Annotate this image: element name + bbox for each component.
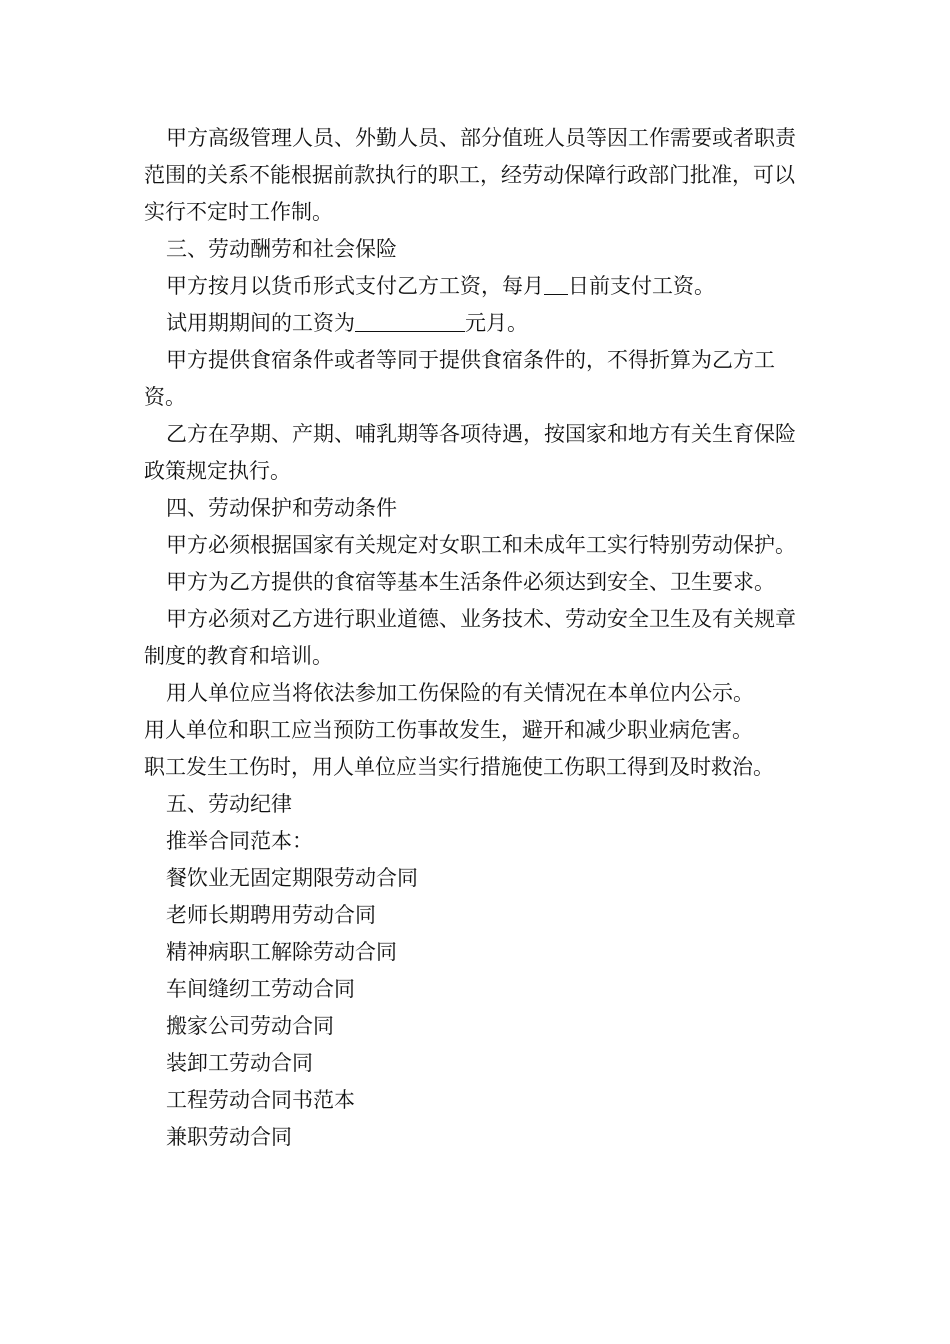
template-link[interactable]: 工程劳动合同书范本 bbox=[166, 1088, 355, 1112]
paragraph-salary-payment bbox=[144, 268, 806, 305]
paragraph-salary-payment-text-b: 日前支付工资。 bbox=[568, 274, 715, 298]
paragraph-probation-salary-text-b: 元月。 bbox=[465, 311, 528, 335]
paragraph-training: 甲方必须对乙方进行职业道德、业务技术、劳动安全卫生及有关规章制度的教育和培训。 bbox=[144, 607, 796, 668]
template-link[interactable]: 精神病职工解除劳动合同 bbox=[166, 940, 397, 964]
paragraph-room-board: 甲方提供食宿条件或者等同于提供食宿条件的，不得折算为乙方工资。 bbox=[144, 348, 775, 409]
section-heading-5: 五、劳动纪律 bbox=[166, 792, 292, 816]
template-link[interactable]: 餐饮业无固定期限劳动合同 bbox=[166, 866, 418, 890]
paragraph-living-conditions: 甲方为乙方提供的食宿等基本生活条件必须达到安全、卫生要求。 bbox=[166, 570, 775, 594]
paragraph-maternity: 乙方在孕期、产期、哺乳期等各项待遇，按国家和地方有关生育保险政策规定执行。 bbox=[144, 422, 796, 483]
paragraph-special-protection: 甲方必须根据国家有关规定对女职工和未成年工实行特别劳动保护。 bbox=[166, 533, 796, 557]
template-link[interactable]: 老师长期聘用劳动合同 bbox=[166, 903, 376, 927]
template-link[interactable]: 车间缝纫工劳动合同 bbox=[166, 977, 355, 1001]
section-heading-4: 四、劳动保护和劳动条件 bbox=[166, 496, 397, 520]
paragraph-probation-salary bbox=[144, 305, 806, 342]
paragraph-injury-treatment: 职工发生工伤时，用人单位应当实行措施使工伤职工得到及时救治。 bbox=[144, 755, 774, 779]
blank-probation-amount bbox=[355, 309, 465, 332]
paragraph-flexible-hours: 甲方高级管理人员、外勤人员、部分值班人员等因工作需要或者职责范围的关系不能根据前款执行的职工，经劳动保障行政部门批准，可以实行不定时工作制。 bbox=[144, 126, 796, 224]
paragraph-salary-payment-text-a: 甲方按月以货币形式支付乙方工资，每月 bbox=[166, 274, 544, 298]
recommended-templates-title: 推举合同范本： bbox=[166, 829, 313, 853]
section-heading-3: 三、劳动酬劳和社会保险 bbox=[166, 237, 397, 261]
template-link[interactable]: 装卸工劳动合同 bbox=[166, 1051, 313, 1075]
paragraph-injury-insurance-notice: 用人单位应当将依法参加工伤保险的有关情况在本单位内公示。 bbox=[166, 681, 754, 705]
document-page bbox=[144, 120, 806, 1156]
template-link[interactable]: 兼职劳动合同 bbox=[166, 1125, 292, 1149]
paragraph-probation-salary-text-a: 试用期期间的工资为 bbox=[166, 311, 355, 335]
blank-pay-day bbox=[544, 272, 568, 295]
paragraph-injury-prevention: 用人单位和职工应当预防工伤事故发生，避开和减少职业病危害。 bbox=[144, 718, 753, 742]
template-link[interactable]: 搬家公司劳动合同 bbox=[166, 1014, 334, 1038]
